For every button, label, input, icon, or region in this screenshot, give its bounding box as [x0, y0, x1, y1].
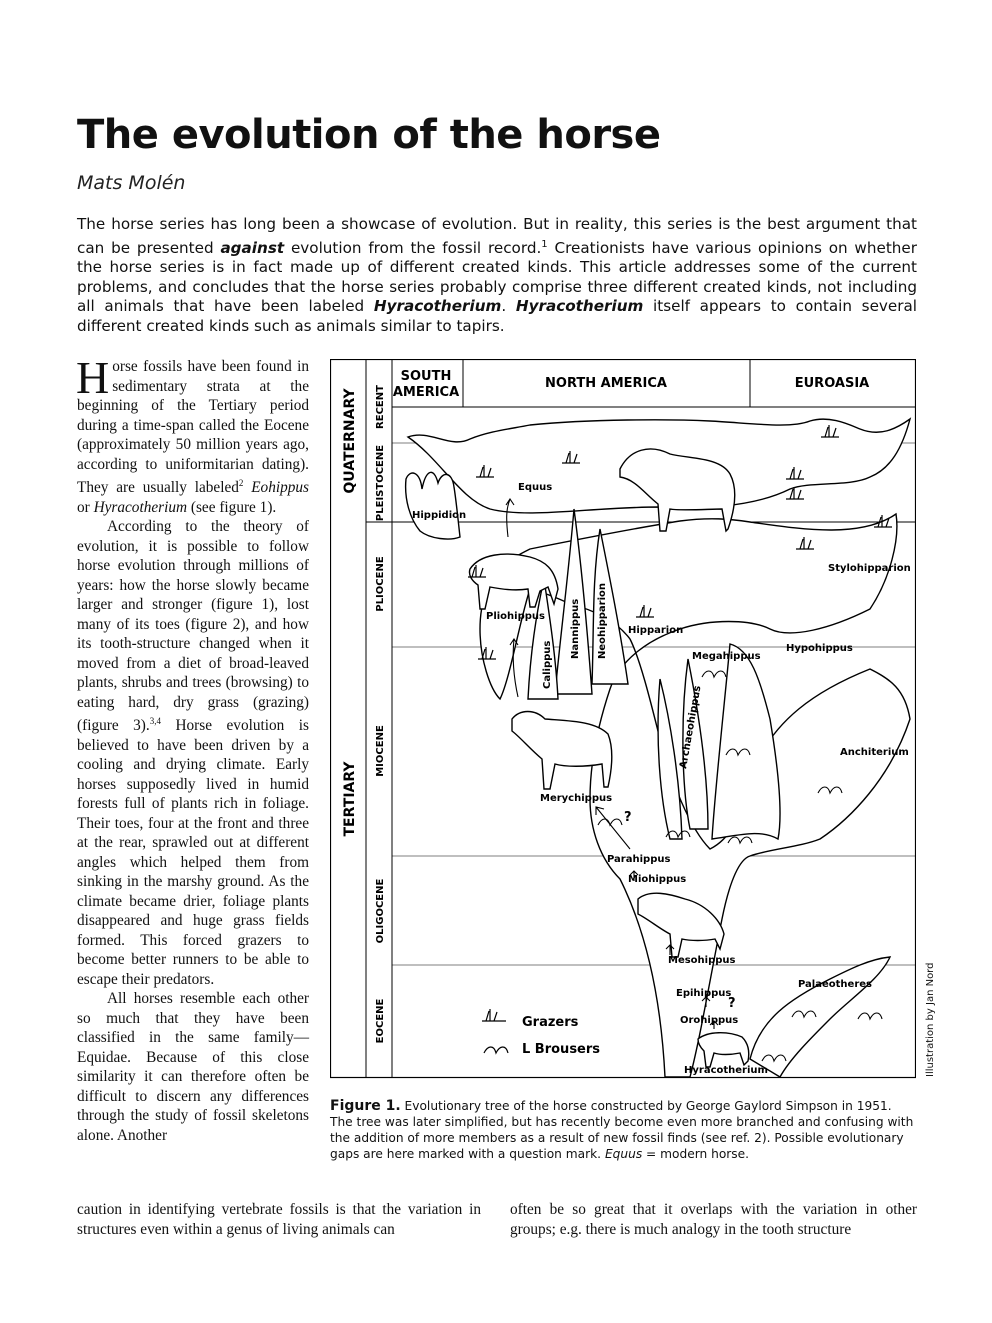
- abstract: The horse series has long been a showcase of evolution. But in reality, this series is the best argument that can be presented against evolution from the fossil record.$^1$ Creationists have various opinions on whether the horse series is in fact made up of different created kinds. This article addresses some of the current problems, and concludes that the horse series probably comprise three different created kinds, not including all animals that have been labeled Hyracotherium. Hyracotherium itself appears to contain several different created kinds such as animals similar to tapirs.: [77, 215, 918, 336]
- body-bottom-right: often be so great that it overlaps with the variation in other groups; e.g. there is much analogy in the tooth structure: [510, 1201, 917, 1238]
- era-tertiary: TERTIARY: [342, 761, 358, 837]
- drop-cap: H: [76, 352, 110, 403]
- col-north-america-label: NORTH AMERICA: [545, 376, 667, 391]
- label-palaeotheres: Palaeotheres: [798, 979, 872, 990]
- era-quaternary: QUATERNARY: [342, 388, 358, 494]
- hyracotherium-horse-icon: [698, 1033, 749, 1067]
- label-mesohippus: Mesohippus: [668, 955, 736, 966]
- body-bottom-left: caution in identifying vertebrate fossils is that the variation in structures even within a genus of living animals can: [77, 1201, 481, 1238]
- paragraph-2: According to the theory of evolution, it is possible to follow horse evolution through millions of years: how the horse slowly became larger and stronger (figure 1), lost many of its toes (figure 2), and how its tooth-structure changed when it moved from a diet of broad-leaved plants, shrubs and trees (browsing) to eating hard, dry grass (grazing) (figure 3).$^{3,4}$ Horse evolution is believed to have been driven by a cooling and drying climate. Early horses supposedly lived in humid forests full of plants rich in foliage. Their toes, four at the front and three at the rear, sprawled out at different angles which helped them from sinking in the marshy ground. As the climate became drier, foliage plants disappeared and huge grass fields formed. This forced grazers to become better runners to be able to escape their predators.: [77, 518, 309, 988]
- label-pliohippus: Pliohippus: [486, 611, 545, 622]
- label-merychippus: Merychippus: [540, 793, 613, 804]
- label-hipparion: Hipparion: [628, 625, 684, 636]
- label-anchiterium: Anchiterium: [840, 747, 909, 758]
- label-equus: Equus: [518, 482, 553, 493]
- col-south-america-label: SOUTH AMERICA: [392, 369, 460, 400]
- figure-caption: Figure 1. Evolutionary tree of the horse constructed by George Gaylord Simpson in 1951. The tree was later simplified, but has recently become even more branched and confusing with the addition of more members as a result of new fossil finds (see ref. 2). Possible evolutionary gaps are here marked with a question mark. Equus = modern horse.: [330, 1098, 914, 1161]
- label-neohipparion: Neohipparion: [597, 583, 608, 659]
- gap-question-mark-2: ?: [728, 996, 736, 1011]
- body-column-left: [76, 352, 309, 1145]
- illustration-credit: Illustration by Jan Nord: [925, 962, 936, 1077]
- gap-question-mark-1: ?: [624, 810, 632, 825]
- paragraph-1: Horse fossils have been found in sedimentary strata at the beginning of the Tertiary period during a time-span called the Eocene (approximately 50 million years ago, according to uniformitarian dating). They are usually labeled$^2$ Eohippus or Hyracotherium (see figure 1).: [76, 352, 309, 516]
- period-pliocene: PLIOCENE: [375, 556, 386, 612]
- label-orohippus: Orohippus: [680, 1015, 739, 1026]
- label-hippidion: Hippidion: [412, 510, 467, 521]
- period-recent: RECENT: [375, 385, 386, 429]
- label-epihippus: Epihippus: [676, 988, 732, 999]
- label-parahippus: Parahippus: [607, 854, 671, 865]
- brouser-legend-icon: [484, 1047, 508, 1053]
- label-nannippus: Nannippus: [570, 598, 581, 659]
- legend-brousers: L Brousers: [522, 1042, 601, 1057]
- label-calippus: Calippus: [542, 640, 553, 689]
- label-archaeohippus: Archaeohippus: [678, 684, 704, 770]
- label-stylohipparion: Stylohipparion: [828, 563, 911, 574]
- period-eocene: EOCENE: [375, 998, 386, 1044]
- period-miocene: MIOCENE: [375, 725, 386, 777]
- col-euroasia-label: EUROASIA: [794, 376, 870, 391]
- label-hyracotherium: Hyracotherium: [684, 1065, 768, 1076]
- label-miohippus: Miohippus: [628, 874, 687, 885]
- grazer-legend-icon: [482, 1009, 506, 1021]
- period-oligocene: OLIGOCENE: [375, 878, 386, 944]
- article-title: The evolution of the horse: [77, 112, 661, 158]
- figure-legend: [482, 1009, 600, 1057]
- label-megahippus: Megahippus: [692, 651, 761, 662]
- legend-grazers: Grazers: [522, 1015, 579, 1030]
- evolution-tree-figure: [330, 359, 916, 1079]
- period-pleistocene: PLEISTOCENE: [375, 444, 386, 522]
- label-hypohippus: Hypohippus: [786, 643, 853, 654]
- paragraph-3: All horses resemble each other so much that they have been classified in the same family—Equidae. Because of this close similarity it can therefore often be difficult to discern any differences through the study of fossil skeletons alone. Another: [77, 990, 309, 1144]
- author-name: Mats Molén: [77, 172, 186, 194]
